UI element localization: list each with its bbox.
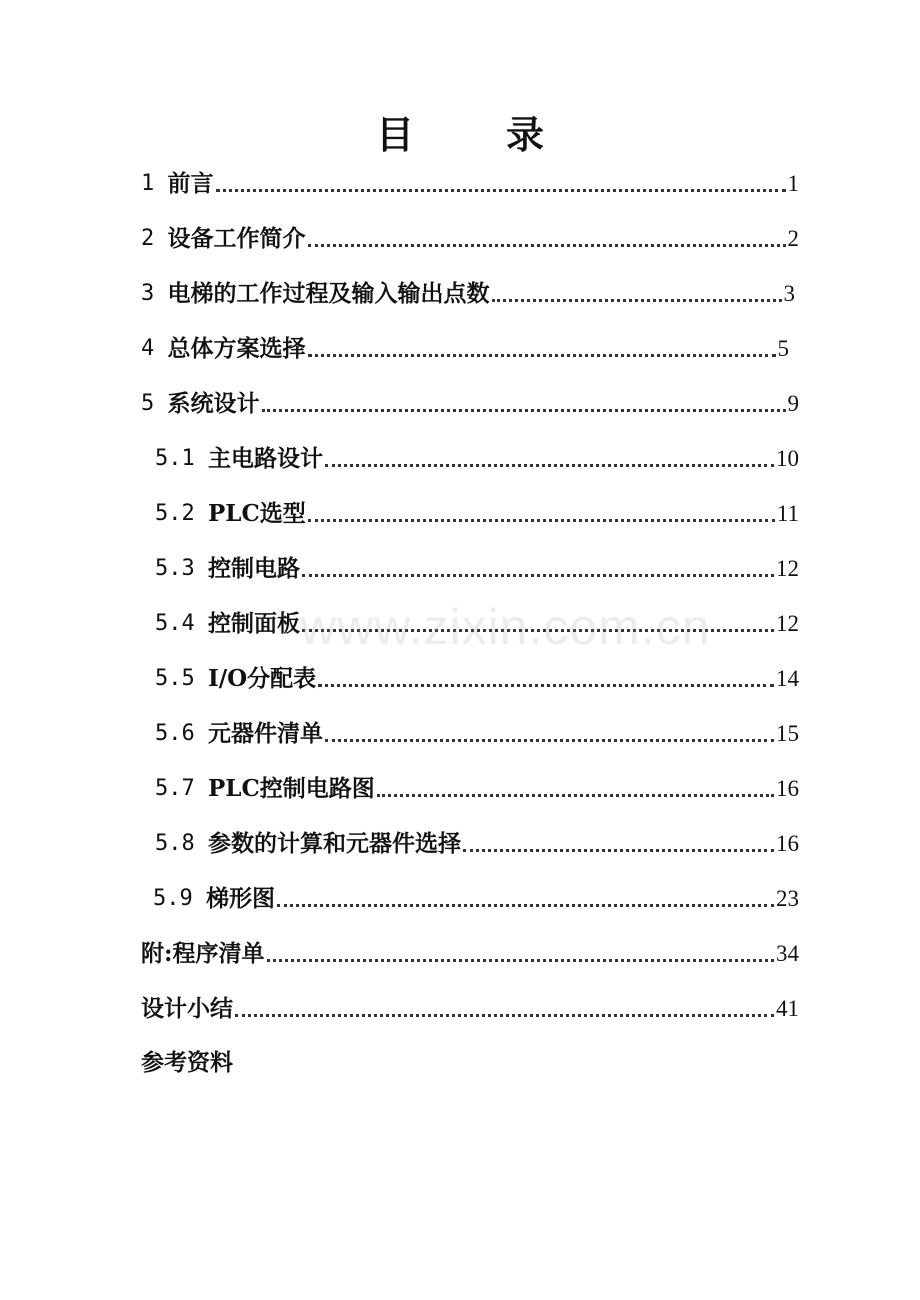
- toc-item[interactable]: [153, 879, 799, 919]
- toc-item-number: 2: [141, 226, 168, 251]
- toc-item[interactable]: [141, 274, 795, 314]
- dot-leader: [302, 574, 774, 577]
- toc-item-page-number: 23: [776, 886, 799, 911]
- toc-item-page-number: 16: [776, 831, 799, 856]
- toc-item-page-number: 16: [776, 776, 799, 801]
- toc-item-number: 1: [141, 171, 168, 196]
- toc-item[interactable]: [141, 989, 799, 1029]
- toc-item-label: 设计小结: [141, 995, 233, 1022]
- toc-item[interactable]: [155, 769, 799, 809]
- toc-item-label: 总体方案选择: [167, 335, 306, 362]
- toc-item-page-number: 2: [787, 226, 799, 251]
- dot-leader: [262, 409, 786, 412]
- toc-item-page-number: 12: [776, 611, 799, 636]
- toc-item-page-number: 5: [777, 336, 789, 361]
- toc-item-page-number: 41: [776, 996, 799, 1021]
- title-char-left: 目: [375, 112, 414, 157]
- toc-item-page-number: 11: [776, 501, 799, 526]
- toc-item[interactable]: [155, 494, 799, 534]
- toc-item-page-number: 10: [776, 446, 799, 471]
- toc-item-number: 5.4: [155, 611, 208, 636]
- toc-item-label: 电梯的工作过程及输入输出点数: [167, 280, 490, 307]
- toc-item-number: 5.1: [155, 446, 208, 471]
- page-title: [0, 104, 920, 159]
- title-char-right: 录: [506, 112, 545, 157]
- toc-item-label: 梯形图: [205, 885, 275, 912]
- toc-item-label: 元器件清单: [207, 720, 323, 747]
- dot-leader: [325, 739, 774, 742]
- dot-leader: [308, 354, 776, 357]
- toc-item-number: 5: [141, 391, 168, 416]
- toc-item-number: 5.2: [155, 501, 208, 526]
- toc-item-number: 5.7: [155, 776, 208, 801]
- dot-leader: [308, 244, 786, 247]
- toc-item-label: PLC选型: [207, 500, 306, 527]
- toc-item-label: 前言: [167, 170, 214, 197]
- dot-leader: [235, 1014, 774, 1017]
- toc-item[interactable]: [141, 329, 789, 369]
- toc-item-page-number: 3: [783, 281, 795, 306]
- toc-item[interactable]: [141, 384, 799, 424]
- toc-item-label: 参数的计算和元器件选择: [207, 830, 461, 857]
- toc-item-number: 5.3: [155, 556, 208, 581]
- toc-item[interactable]: [155, 549, 799, 589]
- watermark: www.zixin.com.cn: [300, 599, 711, 655]
- toc-item[interactable]: [155, 659, 799, 699]
- toc-item-number: 5.9: [153, 886, 206, 911]
- toc-item[interactable]: [155, 714, 799, 754]
- dot-leader: [318, 684, 774, 687]
- toc-item-label: 设备工作简介: [167, 225, 306, 252]
- toc-item-number: 5.6: [155, 721, 208, 746]
- toc-item-label: 附:程序清单: [141, 940, 265, 967]
- toc-item[interactable]: [155, 604, 799, 644]
- dot-leader: [267, 959, 775, 962]
- toc-item-label: 控制面板: [207, 610, 300, 637]
- toc-item-label: 控制电路: [207, 555, 300, 582]
- dot-leader: [492, 299, 782, 302]
- toc-item-page-number: 14: [776, 666, 799, 691]
- dot-leader: [463, 849, 774, 852]
- toc-item-label: I/O分配表: [207, 665, 317, 692]
- toc-item-label: 主电路设计: [207, 445, 323, 472]
- toc-item[interactable]: [155, 824, 799, 864]
- dot-leader: [308, 519, 775, 522]
- dot-leader: [325, 464, 774, 467]
- toc-item[interactable]: [141, 934, 799, 974]
- toc-item-page-number: 1: [787, 171, 799, 196]
- dot-leader: [377, 794, 774, 797]
- toc-item-label: PLC控制电路图: [207, 775, 375, 802]
- toc-item-page-number: 12: [776, 556, 799, 581]
- dot-leader: [277, 904, 774, 907]
- toc-item[interactable]: [155, 439, 799, 479]
- toc-item-page-number: 15: [776, 721, 799, 746]
- toc-item-number: 5.8: [155, 831, 208, 856]
- toc-item[interactable]: [141, 164, 799, 204]
- dot-leader: [302, 629, 774, 632]
- toc-item-number: 3: [141, 281, 168, 306]
- toc-item-number: 4: [141, 336, 168, 361]
- toc-item[interactable]: [141, 219, 799, 259]
- toc-item-references[interactable]: 参考资料: [141, 1049, 233, 1076]
- toc-item-label: 系统设计: [167, 390, 260, 417]
- toc-item-number: 5.5: [155, 666, 208, 691]
- toc-item-page-number: 9: [787, 391, 799, 416]
- toc-item-page-number: 34: [776, 941, 799, 966]
- dot-leader: [216, 189, 786, 192]
